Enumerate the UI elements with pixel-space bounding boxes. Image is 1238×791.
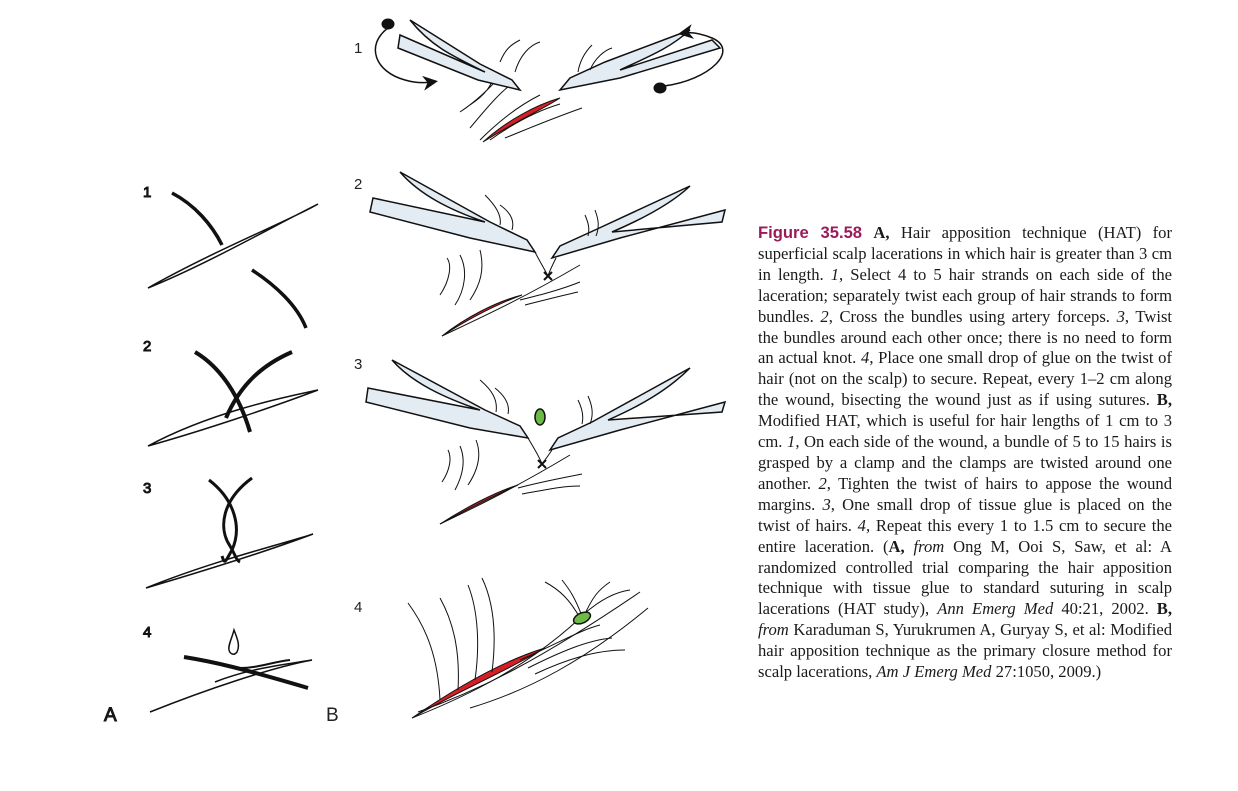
- caption-segment: [862, 223, 873, 242]
- panel-b-step-1-label: 1: [354, 40, 363, 57]
- caption-segment: Am J Emerg Med: [876, 662, 992, 682]
- panel-a-step-4-label: 4: [143, 624, 152, 641]
- caption-segment: , Repeat this every 1 to 1.5 cm to secure the entire laceration. (: [758, 515, 1172, 556]
- caption-segment: , Cross the bundles using artery forceps.: [828, 306, 1117, 326]
- glue-drop-icon: [535, 409, 545, 425]
- caption-segment: Hair apposition technique (HAT) for superficial scalp lacerations in which hair is greater than 3 cm in length.: [758, 223, 1172, 284]
- panel-b-step-4-label: 4: [354, 599, 363, 616]
- caption-segment: , One small drop of tissue glue is placed on the twist of hairs.: [758, 494, 1172, 535]
- panel-a: [104, 184, 318, 726]
- caption-segment: 1: [787, 432, 796, 452]
- caption-segment: A,: [888, 536, 905, 556]
- caption-segment: 3: [1116, 306, 1125, 326]
- panel-a-step-2-label: 2: [143, 338, 152, 355]
- panel-b-step-4-diagram: [408, 578, 648, 718]
- caption-segment: 1: [830, 264, 840, 284]
- caption-segment: Ann Emerg Med: [937, 599, 1054, 619]
- caption-segment: from: [913, 536, 945, 556]
- caption-segment: B,: [1156, 390, 1172, 410]
- caption-segment: 27:1050, 2009.): [991, 662, 1102, 682]
- glue-drop-icon: [572, 610, 593, 627]
- panel-b-step-3-label: 3: [354, 356, 363, 373]
- caption-segment: Ong M, Ooi S, Saw, et al: A randomized controlled trial comparing the hair apposition technique with tissue glue to standard suturing in scalp lacerations (HAT study),: [758, 536, 1172, 619]
- caption-segment: 3: [822, 494, 831, 514]
- caption-segment: 4: [861, 348, 870, 368]
- forceps-left: [366, 360, 528, 438]
- panel-a-step-1-label: 1: [143, 184, 152, 201]
- panel-b-step-3-diagram: [366, 360, 725, 524]
- forceps-right: [552, 186, 725, 258]
- panel-a-step-2-diagram: [148, 352, 318, 446]
- caption-segment: 40:21, 2002.: [1053, 599, 1157, 619]
- panel-b-letter: B: [326, 705, 339, 726]
- panel-b-step-2-diagram: [370, 172, 725, 336]
- panel-a-step-1-diagram: [148, 193, 318, 328]
- rotation-start-dot-left: [382, 19, 394, 29]
- panel-a-step-3-label: 3: [143, 480, 152, 497]
- caption-segment: , Select 4 to 5 hair strands on each side of the laceration; separately twist each group of hair strands to form bundles.: [758, 264, 1172, 326]
- caption-segment: A,: [873, 223, 890, 242]
- rotation-start-dot-right: [654, 83, 666, 93]
- forceps-right: [550, 368, 725, 450]
- forceps-left: [370, 172, 535, 252]
- figure-label: Figure 35.58: [758, 223, 863, 242]
- caption-segment: , Tighten the twist of hairs to appose the wound margins.: [758, 473, 1172, 514]
- caption-segment: 4: [857, 515, 866, 535]
- panel-a-letter: A: [104, 705, 117, 726]
- caption-segment: [905, 537, 914, 556]
- forceps-right: [560, 30, 720, 90]
- glue-drop-icon: [229, 630, 239, 654]
- caption-segment: B,: [1156, 599, 1173, 619]
- caption-text: [758, 223, 1172, 681]
- wound-red: [412, 648, 545, 718]
- caption-segment: 2: [820, 306, 829, 326]
- panel-b-step-1-diagram: [375, 19, 722, 142]
- panel-a-step-4-diagram: [150, 630, 312, 712]
- caption-segment: Karaduman S, Yurukrumen A, Guryay S, et al: Modified hair apposition technique as the primary closure method for scalp lacerations,: [758, 620, 1172, 682]
- caption-segment: Modified HAT, which is useful for hair lengths of 1 cm to 3 cm.: [758, 411, 1172, 452]
- figure-caption: [758, 223, 1172, 683]
- caption-segment: , On each side of the wound, a bundle of 5 to 15 hairs is grasped by a clamp and the clamps are twisted around one another.: [758, 432, 1172, 493]
- caption-segment: , Place one small drop of glue on the twist of hair (not on the scalp) to secure. Repeat, every 1–2 cm along the wound, bisecting the wound just as if using sutures.: [758, 348, 1173, 410]
- caption-segment: from: [758, 620, 789, 640]
- panel-a-step-3-diagram: [146, 478, 313, 588]
- caption-segment: , Twist the bundles around each other once; there is no need to form an actual knot.: [758, 306, 1173, 368]
- panel-b: [326, 19, 725, 726]
- forceps-left: [398, 20, 520, 90]
- panel-b-step-2-label: 2: [354, 176, 363, 193]
- caption-segment: 2: [818, 473, 827, 493]
